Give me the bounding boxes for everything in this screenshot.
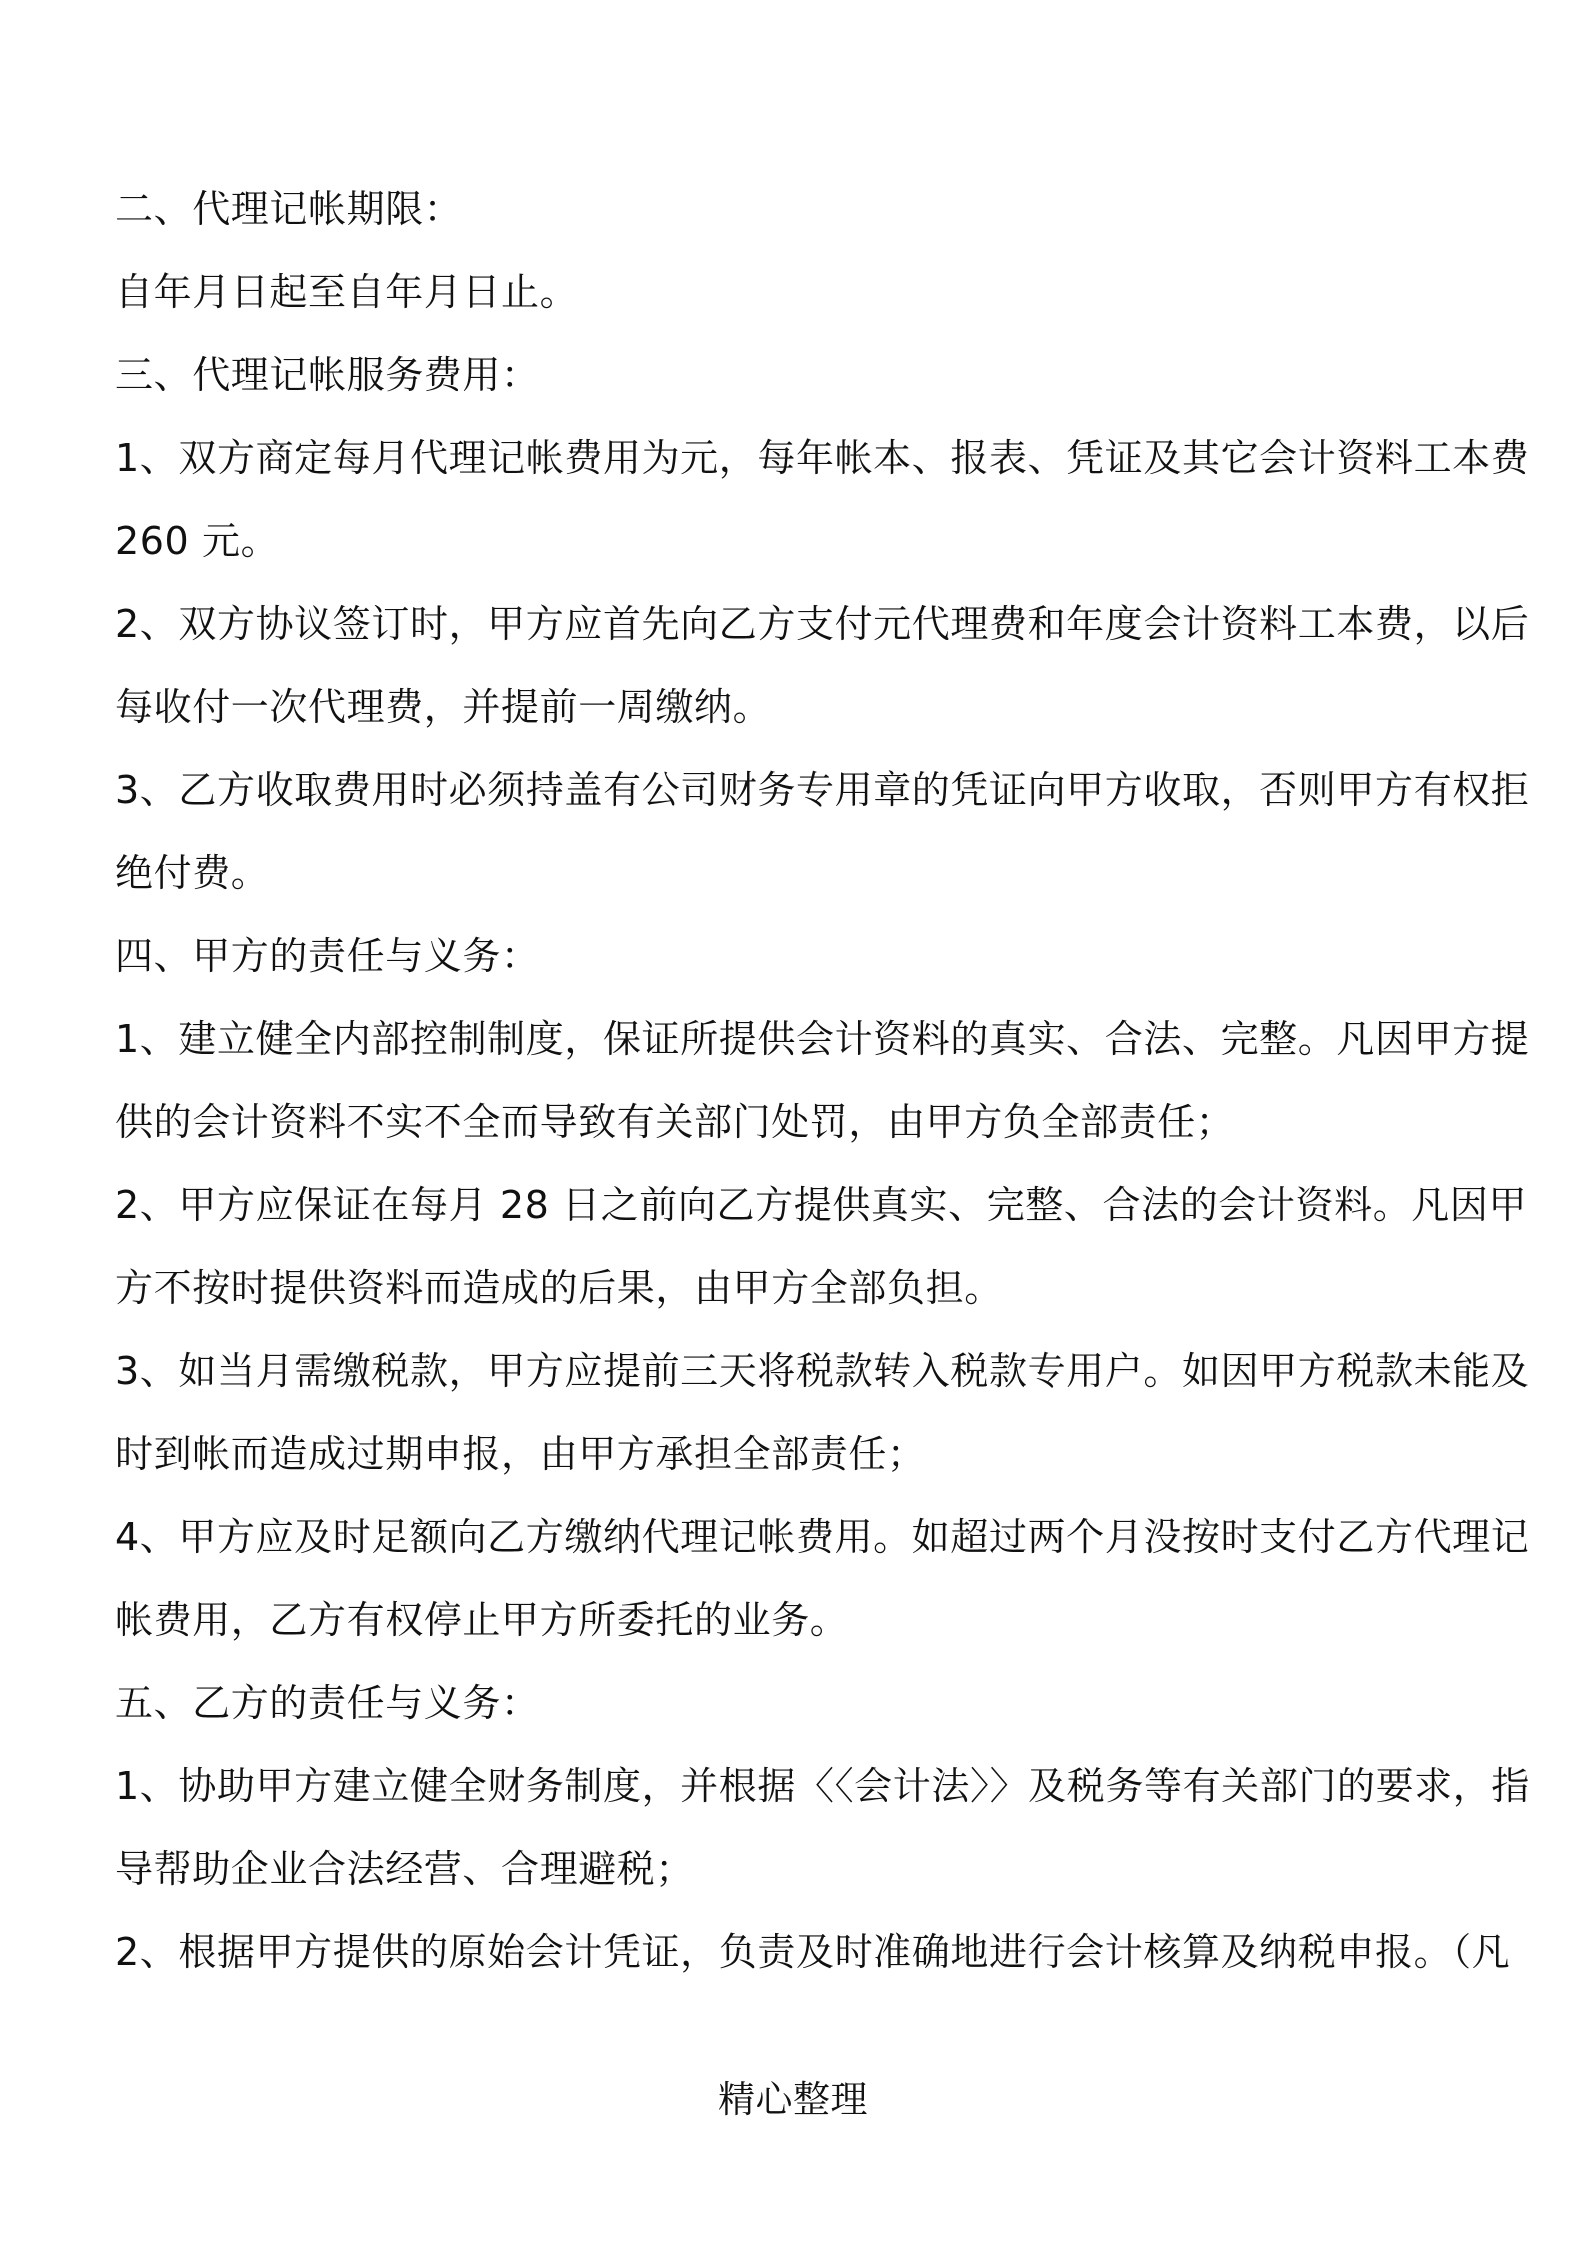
section-heading-term: 二、代理记帐期限： (115, 187, 463, 231)
text-line: 方不按时提供资料而造成的后果，由甲方全部负担。 (115, 1266, 1003, 1310)
text-line: 2、甲方应保证在每月 28 日之前向乙方提供真实、完整、合法的会计资料。凡因甲 (115, 1183, 1528, 1227)
text-line: 每收付一次代理费，并提前一周缴纳。 (115, 685, 772, 729)
document-body (115, 168, 1530, 1994)
text-line: 260 元。 (115, 519, 280, 563)
page-footer: 精心整理 (718, 2078, 868, 2121)
section-heading-fees: 三、代理记帐服务费用： (115, 353, 540, 397)
text-line: 时到帐而造成过期申报，由甲方承担全部责任； (115, 1432, 926, 1476)
text-line: 绝付费。 (115, 851, 270, 895)
section-heading-party-a: 四、甲方的责任与义务： (115, 934, 540, 978)
text-line: 3、乙方收取费用时必须持盖有公司财务专用章的凭证向甲方收取，否则甲方有权拒 (115, 768, 1530, 812)
text-line: 1、双方商定每月代理记帐费用为元，每年帐本、报表、凭证及其它会计资料工本费 (115, 436, 1530, 480)
text-line: 自年月日起至自年月日止。 (115, 270, 579, 314)
text-line: 4、甲方应及时足额向乙方缴纳代理记帐费用。如超过两个月没按时支付乙方代理记 (115, 1515, 1530, 1559)
text-line: 帐费用，乙方有权停止甲方所委托的业务。 (115, 1598, 849, 1642)
text-line: 2、双方协议签订时，甲方应首先向乙方支付元代理费和年度会计资料工本费，以后 (115, 602, 1530, 646)
text-line: 3、如当月需缴税款，甲方应提前三天将税款转入税款专用户。如因甲方税款未能及 (115, 1349, 1530, 1393)
text-line: 1、建立健全内部控制制度，保证所提供会计资料的真实、合法、完整。凡因甲方提 (115, 1017, 1530, 1061)
text-line: 导帮助企业合法经营、合理避税； (115, 1847, 695, 1891)
text-line: 1、协助甲方建立健全财务制度，并根据〈〈会计法〉〉及税务等有关部门的要求，指 (115, 1764, 1530, 1808)
text-line: 供的会计资料不实不全而导致有关部门处罚，由甲方负全部责任； (115, 1100, 1235, 1144)
section-heading-party-b: 五、乙方的责任与义务： (115, 1681, 540, 1725)
text-line: 2、根据甲方提供的原始会计凭证，负责及时准确地进行会计核算及纳税申报。（凡 (115, 1930, 1511, 1974)
